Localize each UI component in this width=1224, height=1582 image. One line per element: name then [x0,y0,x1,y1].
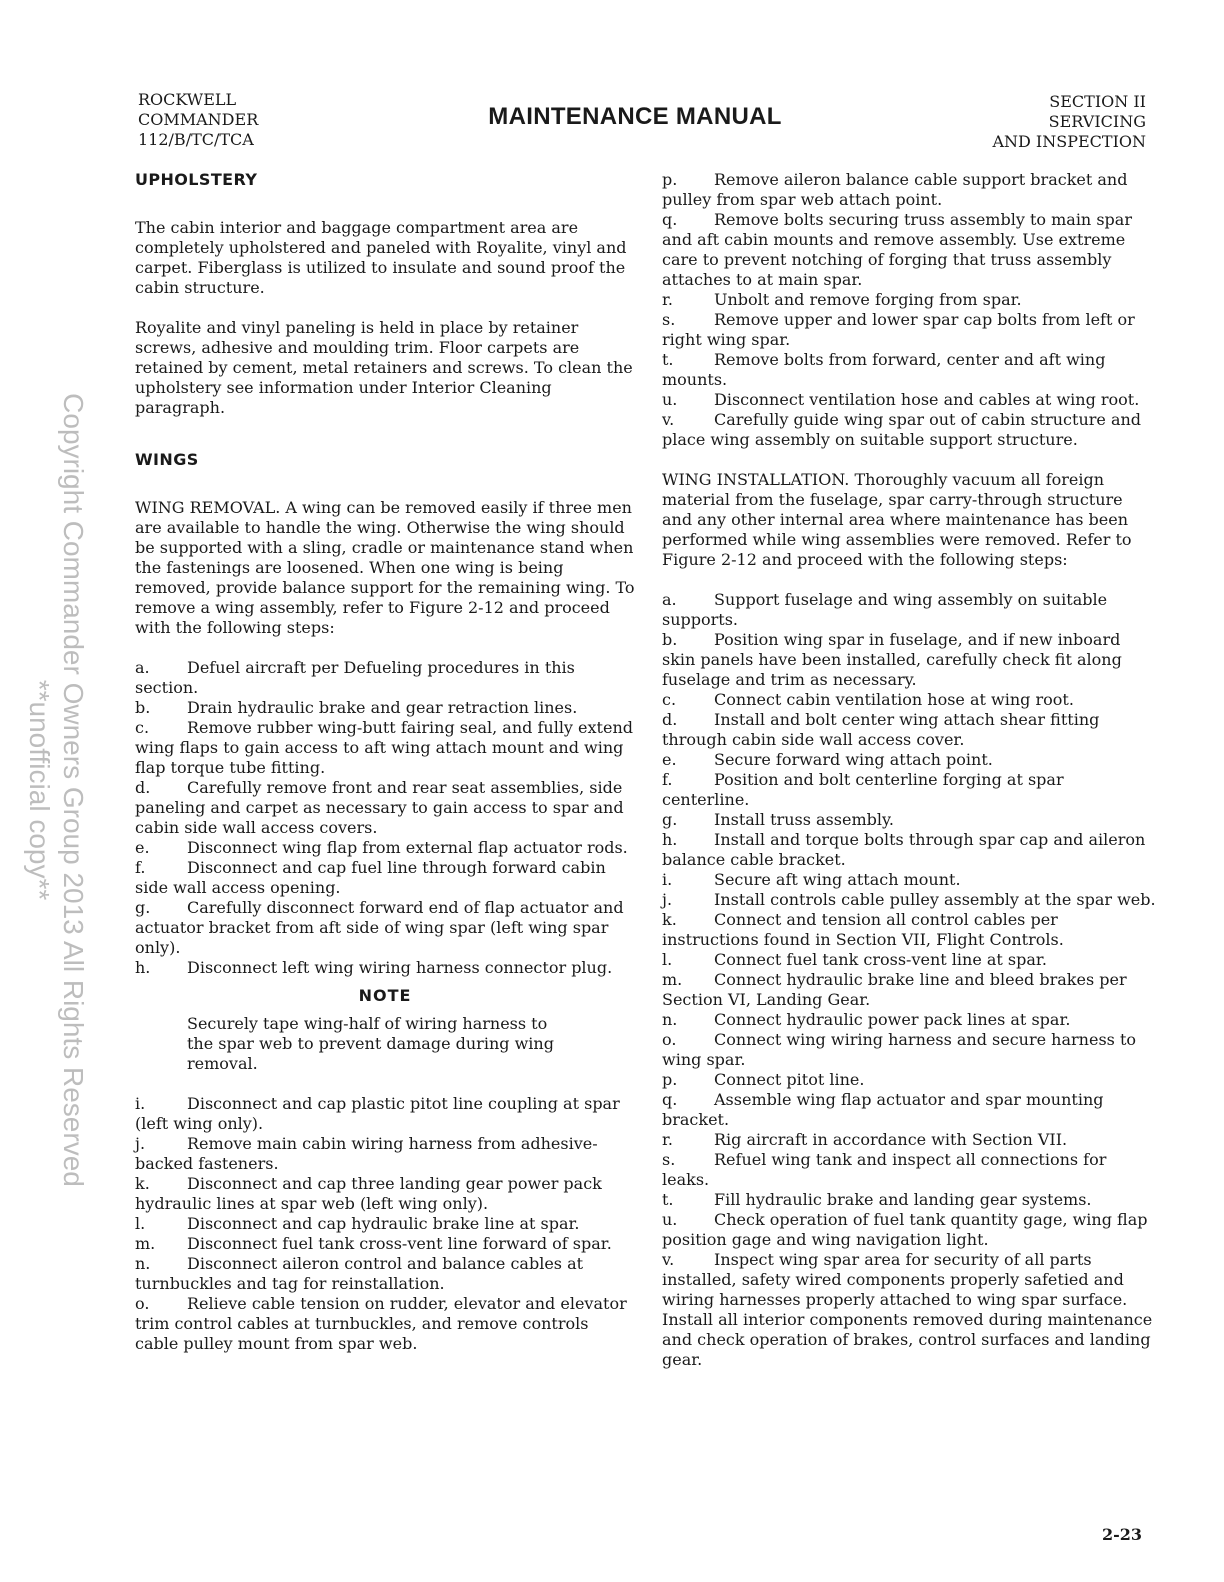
step-text: Carefully remove front and rear seat assemblies, side paneling and carpet as necessary to gain access to spar and cabin side wall access covers. [135,778,624,837]
list-item [662,1250,1156,1370]
note-title: NOTE [358,986,412,1005]
step-letter: k. [135,1174,150,1193]
installation-steps-list [662,590,1156,1370]
step-text: Position and bolt centerline forging at spar centerline. [662,770,1064,809]
list-item [662,1130,1156,1150]
step-text: Connect fuel tank cross-vent line at spar. [714,950,1047,969]
wing-installation-paragraph: WING INSTALLATION. Thoroughly vacuum all foreign material from the fuselage, spar carry-through structure and any other internal area where maintenance has been performed while wing assemblies were removed. Refer to Figure 2-12 and proceed with the following steps: [662,470,1132,569]
header-aircraft-model [138,90,258,150]
list-item [662,710,1156,750]
upholstery-heading: UPHOLSTERY [135,170,258,189]
right-column [662,170,1156,1370]
step-letter: u. [662,1210,678,1229]
header-left-line: 112/B/TC/TCA [138,130,254,149]
header-right-line: SECTION II [1049,92,1146,111]
step-text: Connect cabin ventilation hose at wing root. [714,690,1074,709]
step-letter: k. [662,910,677,929]
step-text: Connect and tension all control cables per instructions found in Section VII, Flight Controls. [662,910,1064,949]
removal-steps-list [662,170,1156,450]
step-letter: e. [662,750,677,769]
list-item [662,1010,1156,1030]
list-item [662,950,1156,970]
step-letter: o. [135,1294,150,1313]
step-letter: l. [662,950,673,969]
step-letter: v. [662,410,675,429]
list-item [662,630,1156,690]
step-letter: i. [662,870,673,889]
step-text: Relieve cable tension on rudder, elevator and elevator trim control cables at turnbuckles, and remove controls cable pulley mount from spar web. [135,1294,627,1353]
step-letter: p. [662,1070,678,1089]
step-text: Inspect wing spar area for security of all parts installed, safety wired components properly safetied and wiring harnesses properly attached to wing spar surface. Install all interior components removed during maintenance and check operation of brakes, control surfaces and landing gear. [662,1250,1153,1369]
list-item [135,838,635,858]
list-item [135,1134,635,1174]
step-letter: n. [662,1010,678,1029]
list-item [662,910,1156,950]
list-item [135,1174,635,1214]
step-text: Disconnect left wing wiring harness connector plug. [187,958,613,977]
step-letter: t. [662,1190,674,1209]
step-text: Install truss assembly. [714,810,894,829]
left-column [135,170,635,1354]
list-item [662,1070,1156,1090]
list-item [662,810,1156,830]
list-item [662,210,1156,290]
step-text: Install and torque bolts through spar cap and aileron balance cable bracket. [662,830,1146,869]
list-item [662,690,1156,710]
removal-steps-list [135,1094,635,1354]
step-letter: u. [662,390,678,409]
upholstery-paragraph: The cabin interior and baggage compartment area are completely upholstered and paneled with Royalite, vinyl and carpet. Fiberglass is utilized to insulate and sound proof the cabin structure. [135,218,627,297]
step-letter: o. [662,1030,677,1049]
list-item [662,870,1156,890]
wing-removal-paragraph: WING REMOVAL. A wing can be removed easily if three men are available to handle the wing. Otherwise the wing should be supported with a sling, cradle or maintenance stand when the fastenings are loosened. When one wing is being removed, provide balance support for the remaining wing. To remove a wing assembly, refer to Figure 2-12 and proceed with the following steps: [135,498,635,637]
step-letter: j. [135,1134,146,1153]
list-item [135,898,635,958]
step-letter: i. [135,1094,146,1113]
list-item [662,590,1156,630]
step-text: Secure aft wing attach mount. [714,870,961,889]
step-letter: s. [662,1150,676,1169]
step-text: Secure forward wing attach point. [714,750,993,769]
step-letter: b. [135,698,151,717]
list-item [662,1030,1156,1070]
step-text: Remove main cabin wiring harness from adhesive-backed fasteners. [135,1134,598,1173]
step-letter: e. [135,838,150,857]
step-text: Check operation of fuel tank quantity gage, wing flap position gage and wing navigation light. [662,1210,1148,1249]
list-item [662,410,1156,450]
step-letter: a. [135,658,150,677]
step-letter: c. [662,690,677,709]
list-item [662,170,1156,210]
step-letter: n. [135,1254,151,1273]
list-item [135,698,635,718]
step-text: Fill hydraulic brake and landing gear systems. [714,1190,1092,1209]
step-text: Disconnect wing flap from external flap actuator rods. [187,838,628,857]
header-left-line: ROCKWELL [138,90,237,109]
step-text: Remove upper and lower spar cap bolts from left or right wing spar. [662,310,1135,349]
step-letter: a. [662,590,677,609]
list-item [662,350,1156,390]
step-text: Support fuselage and wing assembly on suitable supports. [662,590,1108,629]
step-text: Position wing spar in fuselage, and if new inboard skin panels have been installed, carefully check fit along fuselage and trim as necessary. [662,630,1122,689]
step-text: Carefully disconnect forward end of flap actuator and actuator bracket from aft side of wing spar (left wing spar only). [135,898,624,957]
list-item [662,1090,1156,1130]
list-item [135,658,635,698]
step-letter: m. [662,970,683,989]
header-left-line: COMMANDER [138,110,259,129]
watermark-line: **unofficial copy** [24,679,55,901]
watermark-line: Copyright Commander Owners Group 2013 All Rights Reserved [58,393,89,1187]
step-text: Disconnect fuel tank cross-vent line forward of spar. [187,1234,612,1253]
step-text: Disconnect and cap plastic pitot line coupling at spar (left wing only). [135,1094,620,1133]
step-letter: v. [662,1250,675,1269]
list-item [135,958,635,978]
wings-heading: WINGS [135,450,199,469]
step-text: Rig aircraft in accordance with Section VII. [714,1130,1068,1149]
step-letter: l. [135,1214,146,1233]
step-text: Connect hydraulic brake line and bleed brakes per Section VI, Landing Gear. [662,970,1127,1009]
list-item [662,970,1156,1010]
step-text: Disconnect and cap three landing gear power pack hydraulic lines at spar web (left wing only). [135,1174,602,1213]
step-letter: s. [662,310,676,329]
step-text: Disconnect aileron control and balance cables at turnbuckles and tag for reinstallation. [135,1254,584,1293]
step-letter: f. [662,770,673,789]
step-letter: c. [135,718,150,737]
step-text: Install and bolt center wing attach shear fitting through cabin side wall access cover. [662,710,1100,749]
step-letter: b. [662,630,678,649]
step-text: Connect hydraulic power pack lines at spar. [714,1010,1071,1029]
list-item [662,1210,1156,1250]
step-letter: t. [662,350,674,369]
step-text: Drain hydraulic brake and gear retraction lines. [187,698,578,717]
list-item [135,1094,635,1134]
step-text: Remove aileron balance cable support bracket and pulley from spar web attach point. [662,170,1128,209]
step-text: Remove bolts from forward, center and aft wing mounts. [662,350,1106,389]
header-section [992,92,1146,152]
step-letter: d. [135,778,151,797]
step-letter: h. [662,830,678,849]
list-item [662,310,1156,350]
step-text: Assemble wing flap actuator and spar mounting bracket. [662,1090,1104,1129]
header-right-line: SERVICING [1048,112,1146,131]
step-text: Connect wing wiring harness and secure harness to wing spar. [662,1030,1137,1069]
step-text: Disconnect and cap fuel line through forward cabin side wall access opening. [135,858,606,897]
list-item [662,830,1156,870]
step-letter: r. [662,290,673,309]
step-letter: j. [662,890,673,909]
step-letter: m. [135,1234,156,1253]
copyright-watermark [22,393,90,1187]
list-item [135,1214,635,1234]
upholstery-paragraph: Royalite and vinyl paneling is held in place by retainer screws, adhesive and moulding trim. Floor carpets are retained by cement, metal retainers and screws. To clean the upholstery see information under Interior Cleaning paragraph. [135,318,633,417]
step-letter: d. [662,710,678,729]
step-letter: g. [135,898,151,917]
step-letter: h. [135,958,151,977]
list-item [662,770,1156,810]
header-right-line: AND INSPECTION [992,132,1146,151]
list-item [662,390,1156,410]
step-letter: q. [662,210,678,229]
step-text: Carefully guide wing spar out of cabin structure and place wing assembly on suitable support structure. [662,410,1142,449]
list-item [135,1254,635,1294]
note-text: Securely tape wing-half of wiring harness to the spar web to prevent damage during wing removal. [187,1014,554,1073]
step-letter: r. [662,1130,673,1149]
list-item [135,778,635,838]
list-item [662,750,1156,770]
header-title: MAINTENANCE MANUAL [488,103,782,130]
list-item [135,1234,635,1254]
step-text: Remove rubber wing-butt fairing seal, and fully extend wing flaps to gain access to aft wing attach mount and wing flap torque tube fitting. [135,718,633,777]
list-item [135,858,635,898]
step-letter: f. [135,858,146,877]
list-item [135,718,635,778]
step-letter: q. [662,1090,678,1109]
step-text: Remove bolts securing truss assembly to main spar and aft cabin mounts and remove assembly. Use extreme care to prevent notching of forging that truss assembly attaches to at main spar. [662,210,1132,289]
step-text: Refuel wing tank and inspect all connections for leaks. [662,1150,1107,1189]
list-item [662,1150,1156,1190]
list-item [135,1294,635,1354]
step-text: Disconnect ventilation hose and cables at wing root. [714,390,1140,409]
page-number: 2-23 [1101,1525,1142,1544]
list-item [662,890,1156,910]
step-text: Install controls cable pulley assembly at the spar web. [714,890,1156,909]
step-letter: p. [662,170,678,189]
step-letter: g. [662,810,678,829]
list-item [662,290,1156,310]
step-text: Connect pitot line. [714,1070,865,1089]
step-text: Unbolt and remove forging from spar. [714,290,1022,309]
step-text: Defuel aircraft per Defueling procedures in this section. [135,658,575,697]
step-text: Disconnect and cap hydraulic brake line at spar. [187,1214,580,1233]
removal-steps-list [135,658,635,978]
list-item [662,1190,1156,1210]
